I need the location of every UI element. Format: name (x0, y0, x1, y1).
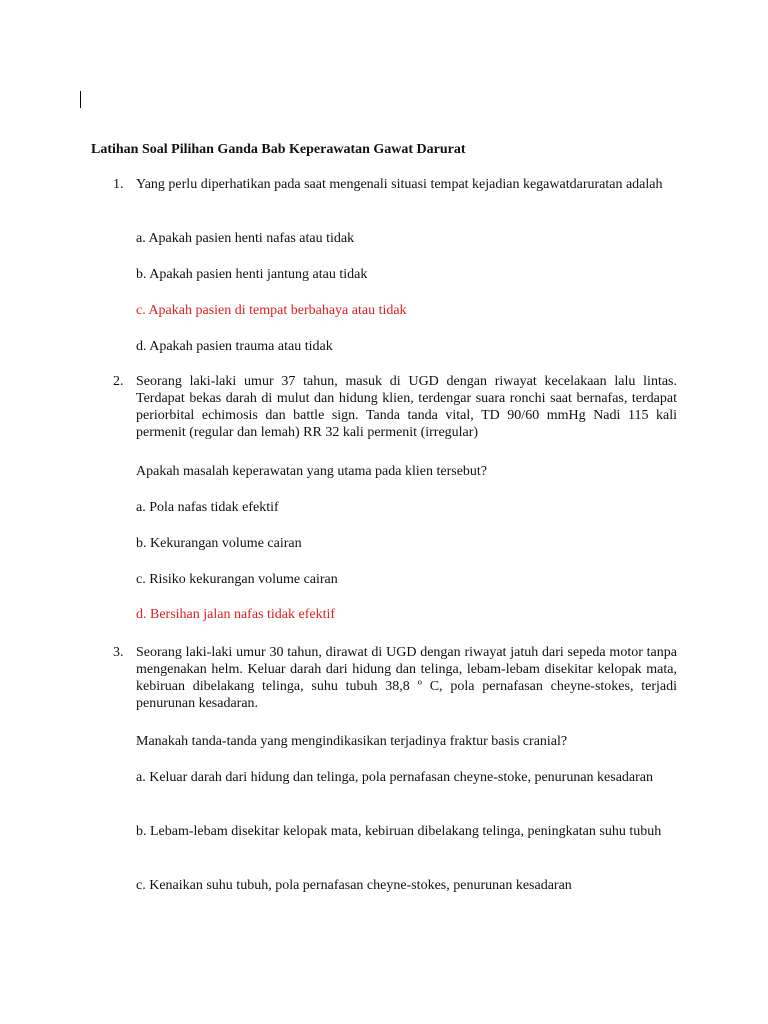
question-number: 3. (113, 645, 124, 660)
question-text: Seorang laki-laki umur 30 tahun, dirawat di UGD dengan riwayat jatuh dari sepeda motor tanpa mengenakan helm. Keluar darah dari hidung dan telinga, lebam-lebam disekitar kelopak mata, kebiruan dibelakang telinga, suhu tubuh 38,8 º C, pola pernafasan cheyne-stokes, terjadi penurunan kesadaran. (136, 645, 677, 711)
option-c: c. Risiko kekurangan volume cairan (136, 572, 338, 587)
option-b: b. Apakah pasien henti jantung atau tidak (136, 267, 368, 282)
question-text: Seorang laki-laki umur 37 tahun, masuk di UGD dengan riwayat kecelakaan lalu lintas. Terdapat bekas darah di mulut dan hidung klien, terdengar suara ronchi saat bernafas, terdapat periorbital echimosis dan battle sign. Tanda tanda vital, TD 90/60 mmHg Nadi 115 kali permenit (regular dan lemah) RR 32 kali permenit (irregular) (136, 374, 677, 440)
option-a: a. Apakah pasien henti nafas atau tidak (136, 231, 355, 246)
question-number: 1. (113, 177, 124, 192)
option-d-correct: d. Bersihan jalan nafas tidak efektif (136, 607, 336, 622)
question-1 (91, 176, 677, 210)
document-title: Latihan Soal Pilihan Ganda Bab Keperawatan Gawat Darurat (91, 142, 466, 157)
option-a: a. Keluar darah dari hidung dan telinga, pola pernafasan cheyne-stoke, penurunan kesadaran (136, 770, 654, 785)
option-a: a. Pola nafas tidak efektif (136, 500, 279, 515)
question-prompt: Apakah masalah keperawatan yang utama pada klien tersebut? (136, 464, 488, 479)
option-b: b. Lebam-lebam disekitar kelopak mata, kebiruan dibelakang telinga, peningkatan suhu tubuh (136, 824, 662, 839)
question-2 (91, 373, 677, 441)
question-number: 2. (113, 374, 124, 389)
option-b: b. Kekurangan volume cairan (136, 536, 302, 551)
option-d: d. Apakah pasien trauma atau tidak (136, 339, 333, 354)
question-text: Yang perlu diperhatikan pada saat mengenali situasi tempat kejadian kegawatdaruratan adalah (136, 177, 663, 192)
text-cursor (80, 91, 81, 108)
question-3 (91, 644, 677, 712)
option-c-correct: c. Apakah pasien di tempat berbahaya atau tidak (136, 303, 407, 318)
option-c: c. Kenaikan suhu tubuh, pola pernafasan cheyne-stokes, penurunan kesadaran (136, 878, 572, 893)
question-prompt: Manakah tanda-tanda yang mengindikasikan terjadinya fraktur basis cranial? (136, 734, 568, 749)
